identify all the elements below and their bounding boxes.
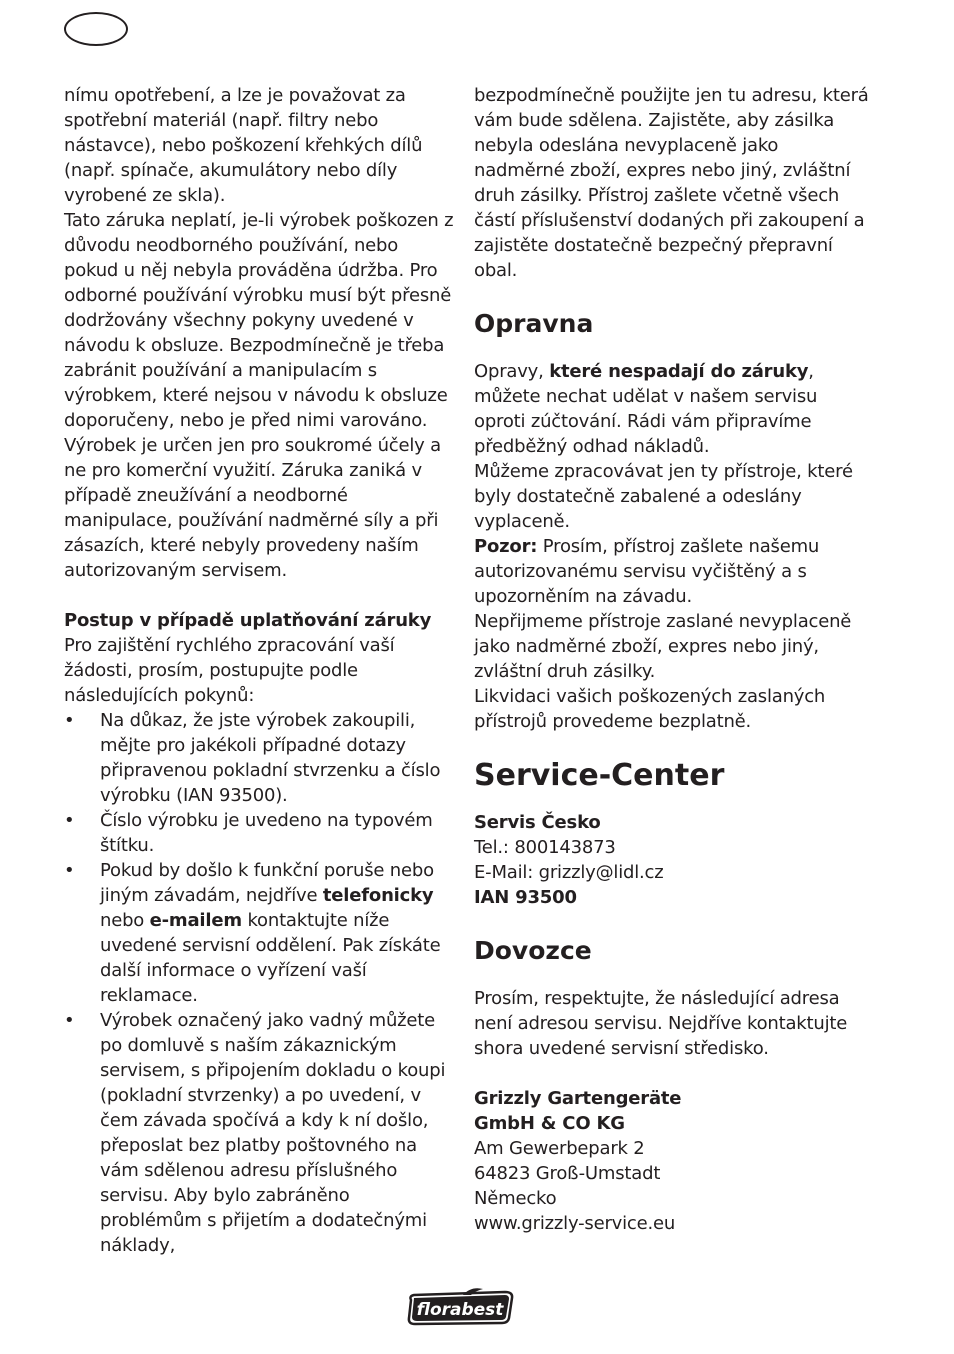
address-city: 64823 Groß-Umstadt (474, 1163, 661, 1184)
address-country: Německo (474, 1188, 557, 1209)
list-item-text: nebo (100, 910, 150, 931)
list-item: • Na důkaz, že jste výrobek zakoupili, mějte pro jakékoli případné dotazy připravenou pokladní stvrzenku a číslo výrobku (IAN 93500). (64, 708, 454, 808)
claim-procedure-intro: Pro zajištění rychlého zpracování vaší žádosti, prosím, postupujte podle následujících pokynů: (64, 635, 395, 706)
service-ian: IAN 93500 (474, 887, 577, 908)
language-badge-oval (64, 12, 128, 46)
dovozce-heading: Dovozce (474, 936, 592, 965)
right-column (474, 83, 874, 1236)
shipping-continuation: bezpodmínečně použijte jen tu adresu, která vám bude sdělena. Zajistěte, aby zásilka nebyla odeslána nevyplaceně jako nadměrné zboží, expres nebo jiný, zvláštní druh zásilky. Přístroj zašlete včetně všech částí příslušenství dodaných při zakoupení a zajistěte dostatečně bezpečný přepravní obal. (474, 85, 869, 281)
service-name: Servis Česko (474, 812, 601, 833)
repair-paragraph-1: Opravy, které nespadají do záruky, můžete nechat udělat v našem servisu oproti zúčtování. Rádi vám připravíme předběžný odhad nákladů. (474, 361, 818, 457)
repair-paragraph-5: Likvidaci vašich poškozených zaslaných přístrojů provedeme bezplatně. (474, 686, 826, 732)
claim-procedure-heading: Postup v případě uplatňování záruky (64, 610, 432, 631)
service-center-heading: Service-Center (474, 758, 725, 793)
left-column (64, 83, 454, 1258)
list-item (64, 858, 454, 1008)
logo-wordmark: florabest (416, 1300, 504, 1320)
company-name-line-2: GmbH & CO KG (474, 1113, 625, 1134)
claim-steps-list (64, 708, 454, 1258)
warranty-paragraph-1: nímu opotřebení, a lze je považovat za spotřební materiál (např. filtry nebo nástavce), nebo poškození křehkých dílů (např. spínače, akumulátory nebo díly vyrobené ze skla). (64, 85, 423, 206)
service-phone: Tel.: 800143873 (474, 837, 616, 858)
list-item-text: kontaktujte níže uvedené servisní oddělení. Pak získáte další informace o vyřízení vaší reklamace. (100, 910, 441, 1006)
address-street: Am Gewerbepark 2 (474, 1138, 645, 1159)
list-item-text: Pokud by došlo k funkční poruše nebo jiným závadám, nejdříve (100, 860, 434, 906)
warning-label: Pozor: (474, 536, 538, 557)
opravna-heading: Opravna (474, 309, 594, 338)
company-website: www.grizzly-service.eu (474, 1213, 676, 1234)
email-emphasis: e-mailem (149, 910, 242, 931)
list-item: • Výrobek označený jako vadný můžete po domluvě s naším zákaznickým servisem, s připojením dokladu o koupi (pokladní stvrzenky) a po uvedení, v čem závada spočívá a kdy k ní došlo, přeposlat bez platby poštovného na vám sdělenou adresu příslušného servisu. Aby bylo zabráněno problémům s přijetím a dodatečnými náklady, (64, 1008, 454, 1258)
list-item: • Číslo výrobku je uvedeno na typovém štítku. (64, 808, 454, 858)
repair-paragraph-3: Pozor: Prosím, přístroj zašlete našemu autorizovanému servisu vyčištěný a s upozorněním na závadu. (474, 536, 820, 607)
importer-note: Prosím, respektujte, že následující adresa není adresou servisu. Nejdříve kontaktujte shora uvedené servisní středisko. (474, 988, 848, 1059)
warranty-paragraph-2: Tato záruka neplatí, je-li výrobek poškozen z důvodu neodborného používání, nebo pokud u něj nebyla prováděna údržba. Pro odborné používání výrobku musí být přesně dodržovány všechny pokyny uvedené v návodu k obsluze. Bezpodmínečně je třeba zabránit používání a manipulacím s výrobkem, které nejsou v návodu k obsluze doporučeny, nebo je před nimi varováno. Výrobek je určen jen pro soukromé účely a ne pro komerční využití. Záruka zaniká v případě zneužívání a neodborné manipulace, používání nadměrné síly a při zásazích, které nebyly provedeny naším autorizovaným servisem. (64, 210, 454, 581)
not-under-warranty-emphasis: které nespadají do záruky (549, 361, 809, 382)
repair-paragraph-2: Můžeme zpracovávat jen ty přístroje, které byly dostatečně zabalené a odeslány vyplaceně. (474, 461, 853, 532)
florabest-logo (405, 1286, 515, 1326)
phone-emphasis: telefonicky (322, 885, 434, 906)
company-name-line-1: Grizzly Gartengeräte (474, 1088, 682, 1109)
repair-paragraph-4: Nepřijmeme přístroje zaslané nevyplaceně jako nadměrné zboží, expres nebo jiný, zvláštní druh zásilky. (474, 611, 852, 682)
service-email: E-Mail: grizzly@lidl.cz (474, 862, 664, 883)
